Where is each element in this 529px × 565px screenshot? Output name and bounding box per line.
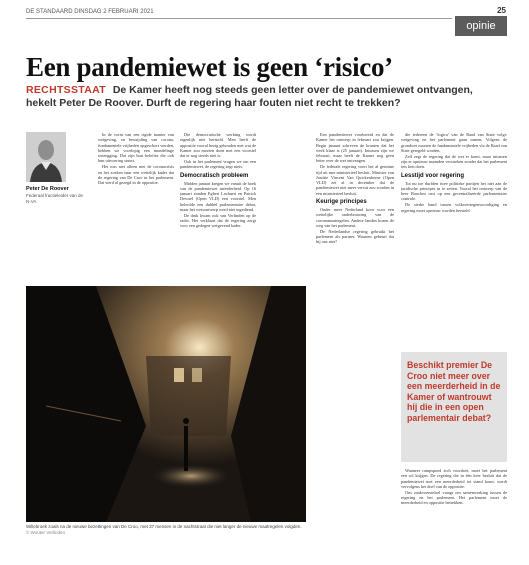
- paragraph: Een pandemiewet voorbereid en dat de Kamer het ontwerp in februari zou krijgen. Begin januari schreven de kranten dat het werk klaar is (25 januari). Intussen zijn we februari, maar heeft de Kamer nog geen letter over de wet ontvangen.: [316, 132, 394, 164]
- kicker-label: RECHTSSTAAT: [26, 84, 106, 96]
- column-5: [401, 468, 507, 552]
- masthead: [26, 6, 506, 18]
- caption-text: Willebroek zoals na de nieuwe bezettingen van De Croo, met 37 mensen in de nachtstraat die niet langer de nieuwe maatregelen volgden.: [26, 524, 302, 529]
- column-3: [316, 132, 394, 552]
- pullquote-box: [401, 352, 507, 462]
- night-street-photo: [26, 286, 306, 522]
- paragraph: De druk kwam ook van Verlinden op de radio. Het verklaart dat de regering zorgt voor een gedegen wetgevend kader.: [180, 212, 256, 229]
- photo-caption: [26, 524, 306, 535]
- column-1: [98, 132, 174, 284]
- paragraph: Onder meer Nederland koos voor een wettelijke onderbouwing van de coronamaatregelen. Andere landen kozen de weg van het parlement.: [316, 207, 394, 228]
- paragraph: De Nederlandse regering gebruikt het parlement als partner. Waarom gebeurt dat bij ons niet?: [316, 228, 394, 245]
- paragraph: Die democratische werking wordt eigenlijk niet hersteld. Men heeft de oppositie vooral bezig gehouden met wat de Kamer zou moeten doen met een voorstel dat er nog steeds niet is.: [180, 132, 256, 159]
- paragraph: Ons zaakvoerstelsel vraagt om samenwerking tussen de regering en het parlement. Het parlement moet de meerderheid en oppositie betrekken.: [401, 489, 507, 506]
- paragraph: In de vorm van een rigide manier van wetgeving, en bestrijding van corona, fundamentele vrijheden opgeschort werden, hebben we voorlopig een mondelinge toezegging. Dat zijn hun beloftes die ook hun uitvoering stuurt.: [98, 132, 174, 164]
- subheading: Keurige principes: [316, 199, 367, 206]
- column-4: [401, 132, 507, 346]
- author-portrait-image: [26, 132, 66, 182]
- subheading: Lesstijd voor regering: [401, 172, 465, 179]
- photo-credit: © Wouter Verlinden: [26, 529, 66, 535]
- standfirst: [26, 84, 506, 110]
- paragraph: Ook in het parlement vragen we om een pandemiewet, de regering zegt niets.: [180, 158, 256, 170]
- author-portrait: [26, 132, 66, 182]
- section-tab: opinie: [455, 16, 507, 36]
- paragraph: De federale regering voert het al geruime tijd uit met ministerieel besluit. Minister van Justitie Vincent Van Quickenborne (Open VLD) zei al in december dat de pandemiewet niet meer vervat zou worden in een ministerieel besluit.: [316, 164, 394, 196]
- headline: Een pandemiewet is geen ‘risico’: [26, 52, 393, 82]
- author-role: Federaal fractieleider van de N-VA: [26, 193, 84, 204]
- publication-line: DE STANDAARD DINSDAG 2 FEBRUARI 2021: [26, 9, 154, 15]
- paragraph: Tot nu toe durfden twee politieke partijen het niet aan de juridische principes in te zetten. Vooral het ontwerp van de heer Bouchez rust op een gecentraliseerde parlementaire controle.: [401, 180, 507, 202]
- paragraph: Zelf zegt de regering dat de wet er komt, maar intussen zijn er opnieuw maanden verstreken zonder dat het parlement iets kon doen.: [401, 153, 507, 170]
- column-2: [180, 132, 256, 284]
- paragraph: Midden januari kregen we vanuit de hoek van de pandemiewet meerderheid. Op 16 januari zonden Egbert Lachaert en Patrick Dewael (Open VLD) een voorstel. Men beloofde een dubbel parlementaire debat, maar het wetsontwerp werd niet ingediend.: [180, 180, 256, 213]
- top-rule: [26, 18, 452, 19]
- author-name: Peter De Roover: [26, 186, 69, 192]
- standfirst-text: De Kamer heeft nog steeds geen letter over de pandemiewet ontvangen, hekelt Peter De Roover. Durft de regering haar fouten niet recht te trekken?: [26, 84, 473, 110]
- pullquote-text: Beschikt premier De Croo niet meer over een meerderheid in de Kamer of wantrouwt hij die in een open parlementair debat?: [407, 360, 501, 423]
- article-photo: [26, 286, 306, 522]
- paragraph: die iedereen de ‘logica’ van de Raad van State volgt: wetgeving en het parlement gaan samen. Volgens de grondwet moeten de fundamentele vrijheden via de Raad van State geregeld worden.: [401, 132, 507, 153]
- subheading: Democratisch probleem: [180, 172, 249, 179]
- paragraph: Het was niet alleen met de coronacrisis en het zoeken naar een wettelijk kader dat de regering van De Croo in het parlement. Dat werd al gezegd in de oppositie.: [98, 164, 174, 186]
- page-number: 25: [497, 6, 506, 15]
- paragraph: De sterke band tussen volksvertegenwoordiging en regering moet opnieuw worden hersteld.: [401, 202, 507, 213]
- paragraph: Wanneer rampspoed zich voordoet, moet het parlement een rol krijgen. De regering die in één keer besluit dat de pandemiewet met een meerderheid tot stand komt, wordt vervolgens het doel van de oppositie.: [401, 468, 507, 489]
